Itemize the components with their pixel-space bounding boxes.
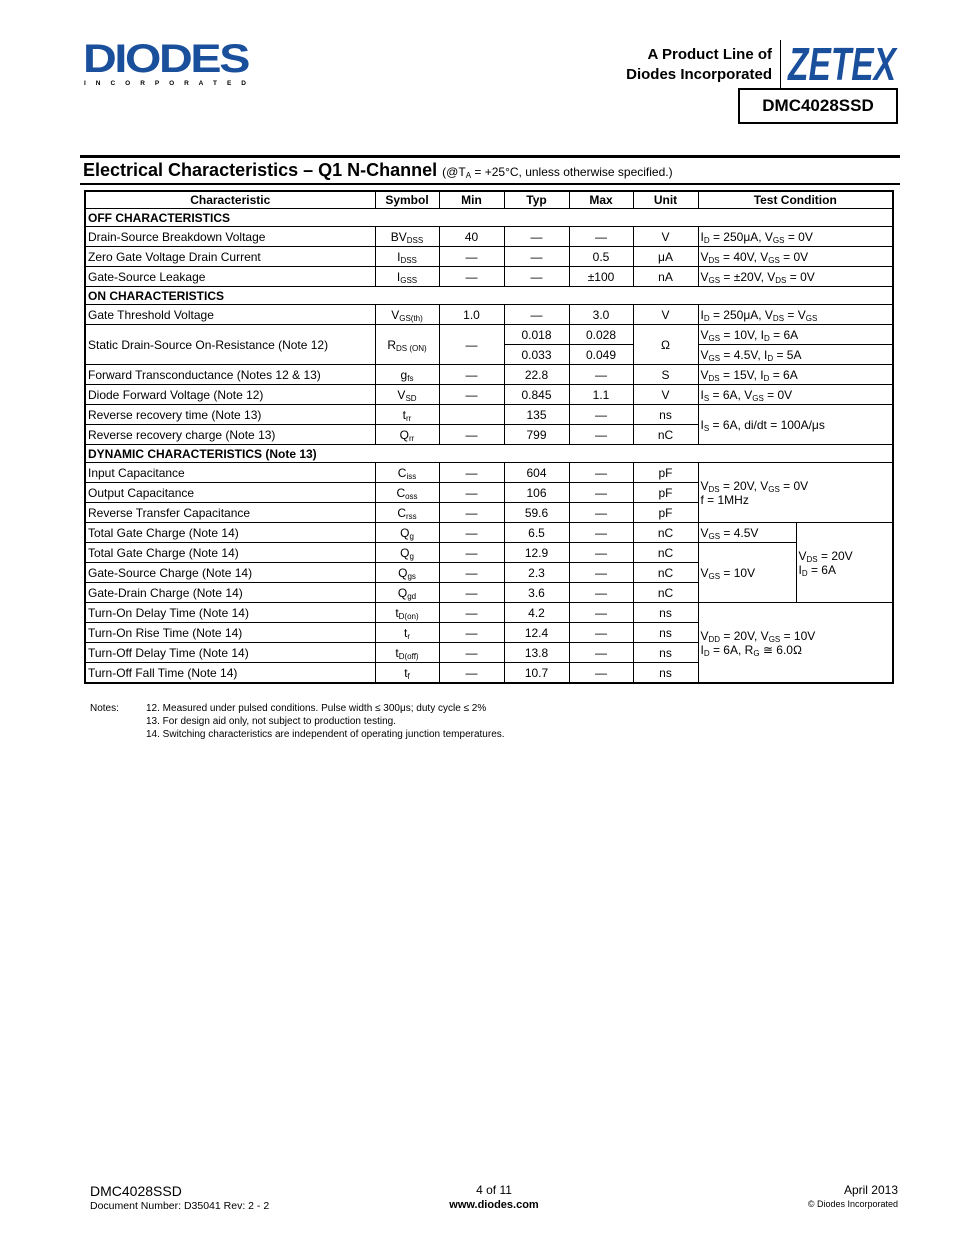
test-condition: $V_{GS} = 10V$	[698, 543, 796, 603]
diodes-logo	[83, 37, 258, 88]
table-cell: 135	[504, 405, 569, 425]
table-cell: 0.033	[504, 345, 569, 365]
table-cell: 2.3	[504, 563, 569, 583]
table-cell: V	[633, 305, 698, 325]
footer-document-number: Document Number: D35041 Rev: 2 - 2	[90, 1200, 270, 1212]
test-condition: $I_D = 250\mu A$, $V_{DS} = V_{GS}$	[698, 305, 893, 325]
table-cell: —	[439, 603, 504, 623]
table-cell: —	[439, 425, 504, 445]
table-cell: $I_{GSS}$	[375, 267, 439, 287]
table-cell: V	[633, 385, 698, 405]
table-row	[85, 365, 893, 385]
table-cell: 0.845	[504, 385, 569, 405]
table-row	[85, 325, 893, 345]
table-cell: —	[504, 305, 569, 325]
table-cell: nC	[633, 523, 698, 543]
table-row	[85, 523, 893, 543]
table-cell: 799	[504, 425, 569, 445]
table-cell: —	[569, 405, 633, 425]
col-unit: Unit	[633, 191, 698, 209]
table-cell: 1.0	[439, 305, 504, 325]
part-number-box: DMC4028SSD	[738, 88, 898, 124]
table-row	[85, 603, 893, 623]
table-cell: Output Capacitance	[85, 483, 375, 503]
section-condition: ($@T_A = +25^\circ C$, unless otherwise specified.)	[442, 165, 673, 180]
test-condition: $V_{GS} = 4.5V$	[698, 523, 796, 543]
table-cell: nC	[633, 563, 698, 583]
col-characteristic: Characteristic	[85, 191, 375, 209]
footer-copyright: © Diodes Incorporated	[807, 1199, 898, 1209]
table-cell: 4.2	[504, 603, 569, 623]
table-cell: 604	[504, 463, 569, 483]
table-cell: 3.6	[504, 583, 569, 603]
table-cell: $g_{fs}$	[375, 365, 439, 385]
table-cell: —	[439, 623, 504, 643]
table-cell: —	[569, 663, 633, 684]
table-cell: ns	[633, 405, 698, 425]
table-cell: Turn-On Rise Time (Note 14)	[85, 623, 375, 643]
table-cell: —	[569, 503, 633, 523]
table-cell: $t_r$	[375, 623, 439, 643]
table-cell: Static Drain-Source On-Resistance (Note 12)	[85, 325, 375, 365]
table-cell: ns	[633, 643, 698, 663]
footer-page-number: 4 of 11	[476, 1183, 512, 1197]
section-row-off	[85, 209, 893, 227]
table-cell: 22.8	[504, 365, 569, 385]
col-min: Min	[439, 191, 504, 209]
product-line-text	[626, 45, 772, 85]
table-cell: —	[439, 563, 504, 583]
table-cell: $Q_g$	[375, 543, 439, 563]
table-cell: —	[439, 365, 504, 385]
table-cell: S	[633, 365, 698, 385]
table-cell: —	[504, 227, 569, 247]
footer-right	[808, 1183, 898, 1210]
section-title-text: Electrical Characteristics – Q1 N-Channel	[83, 160, 438, 180]
table-cell: —	[439, 503, 504, 523]
table-cell: μA	[633, 247, 698, 267]
zetex-logo	[786, 38, 898, 90]
footer-left	[90, 1183, 269, 1213]
table-cell: —	[439, 483, 504, 503]
table-row	[85, 463, 893, 483]
table-cell: Turn-Off Delay Time (Note 14)	[85, 643, 375, 663]
table-cell: nC	[633, 543, 698, 563]
table-cell: $I_{DSS}$	[375, 247, 439, 267]
table-cell: $Q_{gs}$	[375, 563, 439, 583]
table-cell: $Q_{rr}$	[375, 425, 439, 445]
footer-website-link[interactable]: www.diodes.com	[449, 1199, 539, 1211]
table-cell: 12.9	[504, 543, 569, 563]
table-cell: —	[569, 543, 633, 563]
table-cell: Gate-Drain Charge (Note 14)	[85, 583, 375, 603]
table-cell: V	[633, 227, 698, 247]
section-row-on	[85, 287, 893, 305]
note-12: 12. Measured under pulsed conditions. Pulse width ≤ 300μs; duty cycle ≤ 2%	[146, 703, 487, 714]
svg-text:ZETEX: ZETEX	[786, 38, 898, 90]
header-divider	[780, 40, 781, 88]
table-cell: OFF CHARACTERISTICS	[85, 209, 893, 227]
test-condition: $V_{GS} = 4.5V$, $I_D = 5A$	[698, 345, 893, 365]
table-cell: $Q_g$	[375, 523, 439, 543]
table-cell: pF	[633, 483, 698, 503]
section-row-dynamic	[85, 445, 893, 463]
table-row	[85, 405, 893, 425]
table-cell: —	[439, 663, 504, 684]
test-condition: $I_D = 250\mu A$, $V_{GS} = 0V$	[698, 227, 893, 247]
table-cell: 3.0	[569, 305, 633, 325]
table-cell: $V_{SD}$	[375, 385, 439, 405]
table-cell: —	[439, 247, 504, 267]
table-cell: Drain-Source Breakdown Voltage	[85, 227, 375, 247]
table-cell: —	[504, 267, 569, 287]
table-cell: 0.028	[569, 325, 633, 345]
table-cell: —	[439, 543, 504, 563]
test-condition: $V_{DS} = 20V$ $I_D = 6A$	[796, 523, 893, 603]
table-cell: $t_f$	[375, 663, 439, 684]
electrical-characteristics-table	[84, 190, 894, 684]
table-cell: —	[569, 523, 633, 543]
table-cell: nC	[633, 583, 698, 603]
table-cell: —	[439, 523, 504, 543]
table-cell: —	[569, 643, 633, 663]
table-cell: —	[569, 425, 633, 445]
table-cell: DYNAMIC CHARACTERISTICS (Note 13)	[85, 445, 893, 463]
svg-text:DIODES: DIODES	[83, 37, 250, 81]
section-rule-bottom	[80, 183, 900, 185]
test-condition: $V_{DS} = 20V$, $V_{GS} = 0V$ f = 1MHz	[698, 463, 893, 523]
table-cell: $R_{DS (ON)}$	[375, 325, 439, 365]
col-symbol: Symbol	[375, 191, 439, 209]
table-cell: —	[439, 385, 504, 405]
table-cell: 6.5	[504, 523, 569, 543]
table-cell: —	[569, 365, 633, 385]
table-cell: —	[569, 603, 633, 623]
svg-text:I N C O R P O R A T E D: I N C O R P O R A T E D	[84, 80, 247, 87]
test-condition: $V_{GS} = \pm 20V$, $V_{DS} = 0V$	[698, 267, 893, 287]
note-14: 14. Switching characteristics are independent of operating junction temperatures.	[146, 729, 505, 740]
table-cell: ns	[633, 623, 698, 643]
table-cell: 106	[504, 483, 569, 503]
table-cell: Input Capacitance	[85, 463, 375, 483]
test-condition: $V_{DS} = 40V$, $V_{GS} = 0V$	[698, 247, 893, 267]
table-cell: —	[439, 583, 504, 603]
table-cell: $V_{GS(th)}$	[375, 305, 439, 325]
table-cell: $BV_{DSS}$	[375, 227, 439, 247]
table-cell: 0.5	[569, 247, 633, 267]
table-cell: Turn-On Delay Time (Note 14)	[85, 603, 375, 623]
table-cell: 1.1	[569, 385, 633, 405]
table-cell: —	[439, 325, 504, 365]
table-cell: —	[439, 463, 504, 483]
test-condition: $I_S = 6A$, $V_{GS} = 0V$	[698, 385, 893, 405]
table-cell: 13.8	[504, 643, 569, 663]
table-cell: Ω	[633, 325, 698, 365]
section-rule-top	[80, 155, 900, 158]
test-condition: $V_{GS} = 10V$, $I_D = 6A$	[698, 325, 893, 345]
table-cell: —	[504, 247, 569, 267]
test-condition: $I_S = 6A$, di/dt = 100A/μs	[698, 405, 893, 445]
table-cell: $C_{iss}$	[375, 463, 439, 483]
table-cell: —	[439, 643, 504, 663]
product-line-1: A Product Line of	[647, 46, 772, 63]
footer-date: April 2013	[843, 1183, 898, 1197]
table-cell: Reverse recovery charge (Note 13)	[85, 425, 375, 445]
footer-center	[394, 1183, 594, 1212]
table-cell: pF	[633, 503, 698, 523]
table-cell: Gate Threshold Voltage	[85, 305, 375, 325]
table-cell: Total Gate Charge (Note 14)	[85, 523, 375, 543]
notes-label: Notes:	[90, 703, 119, 714]
table-cell: $t_{D(on)}$	[375, 603, 439, 623]
table-cell: pF	[633, 463, 698, 483]
table-cell: $t_{D(off)}$	[375, 643, 439, 663]
table-cell: Turn-Off Fall Time (Note 14)	[85, 663, 375, 684]
note-13: 13. For design aid only, not subject to production testing.	[146, 716, 396, 727]
footer-part-number: DMC4028SSD	[90, 1183, 182, 1199]
table-cell: Gate-Source Charge (Note 14)	[85, 563, 375, 583]
table-header-row	[85, 191, 893, 209]
table-cell: ON CHARACTERISTICS	[85, 287, 893, 305]
table-cell: nC	[633, 425, 698, 445]
table-cell: —	[569, 227, 633, 247]
table-cell: ns	[633, 603, 698, 623]
table-cell: Gate-Source Leakage	[85, 267, 375, 287]
table-row	[85, 227, 893, 247]
table-cell: Reverse Transfer Capacitance	[85, 503, 375, 523]
test-condition: $V_{DD} = 20V$, $V_{GS} = 10V$ $I_D = 6A$, $R_G$ ≅ 6.0Ω	[698, 603, 893, 684]
table-cell: —	[569, 463, 633, 483]
table-cell: 59.6	[504, 503, 569, 523]
table-row	[85, 305, 893, 325]
table-cell	[439, 405, 504, 425]
col-max: Max	[569, 191, 633, 209]
table-cell: —	[439, 267, 504, 287]
table-cell: $t_{rr}$	[375, 405, 439, 425]
table-row	[85, 267, 893, 287]
table-cell: $C_{oss}$	[375, 483, 439, 503]
section-title	[83, 159, 673, 183]
product-line-2: Diodes Incorporated	[626, 66, 772, 83]
table-cell: nA	[633, 267, 698, 287]
test-condition: $V_{DS} = 15V$, $I_D = 6A$	[698, 365, 893, 385]
table-cell: Total Gate Charge (Note 14)	[85, 543, 375, 563]
table-row	[85, 543, 893, 563]
table-row	[85, 247, 893, 267]
table-cell: ns	[633, 663, 698, 684]
col-test-condition: Test Condition	[698, 191, 893, 209]
table-cell: Zero Gate Voltage Drain Current	[85, 247, 375, 267]
table-cell: $C_{rss}$	[375, 503, 439, 523]
table-cell: 12.4	[504, 623, 569, 643]
table-cell: ±100	[569, 267, 633, 287]
table-cell: —	[569, 483, 633, 503]
table-cell: 0.018	[504, 325, 569, 345]
table-cell: Reverse recovery time (Note 13)	[85, 405, 375, 425]
table-row	[85, 385, 893, 405]
table-cell: —	[569, 623, 633, 643]
table-cell: 0.049	[569, 345, 633, 365]
table-cell: $Q_{gd}$	[375, 583, 439, 603]
table-cell: 10.7	[504, 663, 569, 684]
table-cell: —	[569, 583, 633, 603]
col-typ: Typ	[504, 191, 569, 209]
table-cell: 40	[439, 227, 504, 247]
table-cell: —	[569, 563, 633, 583]
table-cell: Forward Transconductance (Notes 12 & 13)	[85, 365, 375, 385]
table-cell: Diode Forward Voltage (Note 12)	[85, 385, 375, 405]
